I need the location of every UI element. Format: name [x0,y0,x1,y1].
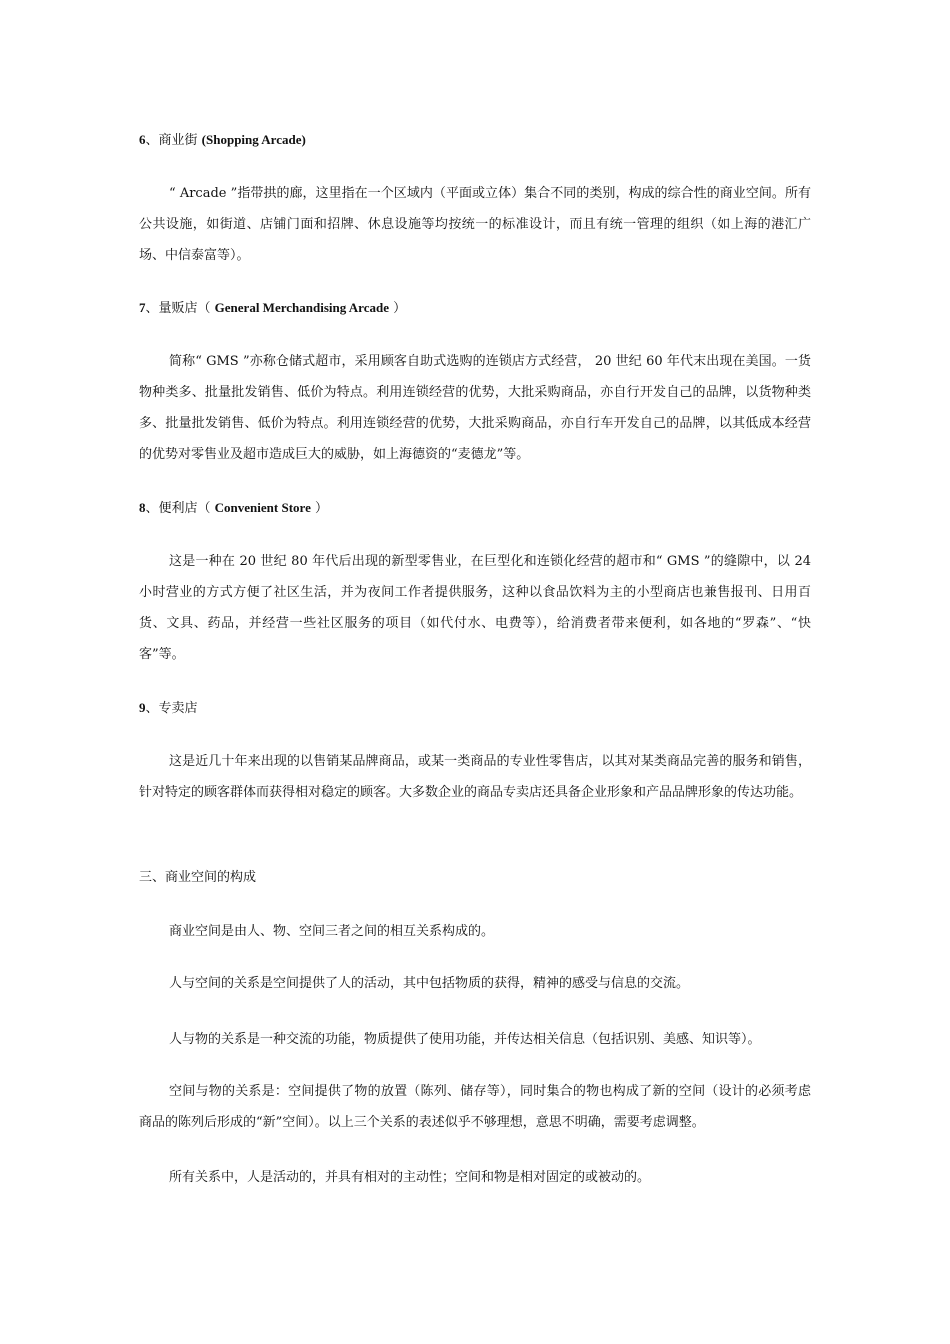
section-6-english: (Shopping Arcade) [201,132,306,147]
composition-paragraph-1: 商业空间是由人、物、空间三者之间的相互关系构成的。 [169,924,495,939]
section-6-title: 商业街 [158,133,198,148]
section-7-close: ） [393,301,407,316]
section-7-title: 量贩店（ [158,301,211,316]
composition-paragraph-3: 人与物的关系是一种交流的功能，物质提供了使用功能，并传达相关信息（包括识别、美感、知识等）。 [169,1032,761,1047]
section-9-separator: 、 [145,701,159,716]
section-6-number: 6 [139,132,146,147]
section-9-number: 9 [139,700,146,715]
section-9-paragraph: 这是近几十年来出现的以售销某品牌商品，或某一类商品的专业性零售店，以其对某类商品完善的服务和销售，针对特定的顾客群体而获得相对稳定的顾客。大多数企业的商品专卖店还具备企业形象和产品品牌形象的传达功能。 [139,754,811,800]
composition-paragraph-2: 人与空间的关系是空间提供了人的活动，其中包括物质的获得，精神的感受与信息的交流。 [169,976,690,991]
section-9-title: 专卖店 [158,701,198,716]
composition-paragraph-5: 所有关系中，人是活动的，并具有相对的主动性；空间和物是相对固定的或被动的。 [169,1170,651,1185]
section-8-title: 便利店（ [158,501,211,516]
section-8-separator: 、 [145,501,159,516]
section-3-heading: 三、商业空间的构成 [139,870,257,885]
section-8-number: 8 [139,500,146,515]
section-6-paragraph: “ Arcade ”指带拱的廊，这里指在一个区域内（平面或立体）集合不同的类别，构成的综合性的商业空间。所有公共设施，如街道、店铺门面和招牌、休息设施等均按统一的标准设计，而且有统一管理的组织（如上海的港汇广场、中信泰富等）。 [139,186,811,263]
section-7-english: General Merchandising Arcade [214,300,389,315]
section-6-separator: 、 [145,133,159,148]
section-8-paragraph: 这是一种在 20 世纪 80 年代后出现的新型零售业，在巨型化和连锁化经营的超市和“ GMS ”的缝隙中，以 24 小时营业的方式方便了社区生活，并为夜间工作者提供服务，这种以食品饮料为主的小型商店也兼售报刊、日用百货、文具、药品，并经营一些社区服务的项目（如代付水、电费等），给消费者带来便利，如各地的“罗森”、“快客”等。 [139,554,811,662]
section-8-heading [139,498,328,519]
section-7-heading [139,298,406,319]
section-8-english: Convenient Store [214,500,311,515]
section-9-heading [139,698,198,719]
section-8-close: ） [315,501,329,516]
section-6-heading [139,130,306,151]
composition-paragraph-4: 空间与物的关系是：空间提供了物的放置（陈列、储存等），同时集合的物也构成了新的空间（设计的必须考虑商品的陈列后形成的“新”空间）。以上三个关系的表述似乎不够理想，意思不明确，需要考虑调整。 [139,1084,811,1130]
section-7-separator: 、 [145,301,159,316]
section-7-number: 7 [139,300,146,315]
section-7-paragraph: 简称“ GMS ”亦称仓储式超市，采用顾客自助式选购的连锁店方式经营， 20 世纪 60 年代末出现在美国。一货物种类多、批量批发销售、低价为特点。利用连锁经营的优势，大批采购商品，亦自行开发自己的品牌，以货物种类多、批量批发销售、低价为特点。利用连锁经营的优势，大批采购商品，亦自行车开发自己的品牌，以其低成本经营的优势对零售业及超市造成巨大的威胁，如上海德资的“麦德龙”等。 [139,354,811,462]
